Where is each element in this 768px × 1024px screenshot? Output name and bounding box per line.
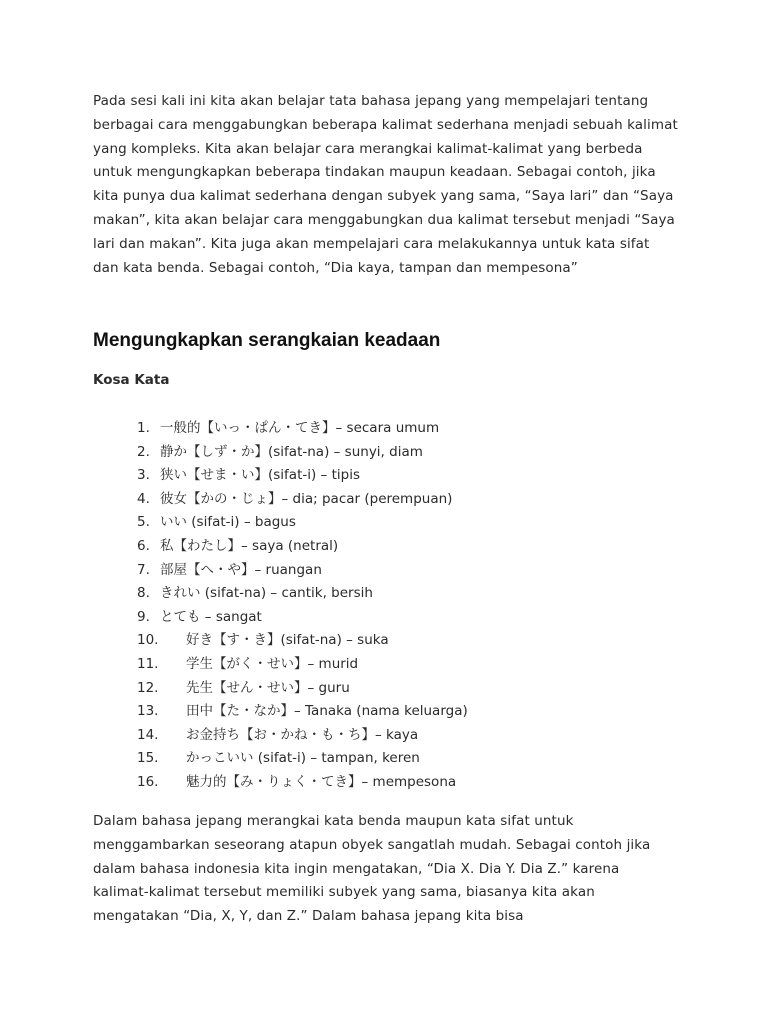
- vocab-number: 9.: [137, 608, 150, 625]
- vocab-item: [93, 700, 653, 724]
- vocab-item: [93, 511, 653, 535]
- vocab-item: [93, 653, 653, 677]
- vocab-number: 5.: [137, 514, 150, 531]
- vocab-number: 8.: [137, 585, 150, 602]
- vocabulary-list: [93, 417, 653, 795]
- vocab-entry: 田中【た・なか】– Tanaka (nama keluarga): [186, 703, 468, 720]
- vocab-entry: お金持ち【お・かね・も・ち】– kaya: [186, 726, 419, 743]
- intro-paragraph: Pada sesi kali ini kita akan belajar tata bahasa jepang yang mempelajari tentang berbagai cara menggabungkan beberapa kalimat sederhana menjadi sebuah kalimat yang kompleks. Kita akan belajar cara merangkai kalimat-kalimat yang berbeda untuk mengungkapkan beberapa tindakan maupun keadaan. Sebagai contoh, jika kita punya dua kalimat sederhana dengan subyek yang sama, “Saya lari” dan “Saya makan”, kita akan belajar cara menggabungkan dua kalimat tersebut menjadi “Saya lari dan makan”. Kita juga akan mempelajari cara melakukannya untuk kata sifat dan kata benda. Sebagai contoh, “Dia kaya, tampan dan mempesona”: [93, 93, 678, 276]
- vocab-number: 4.: [137, 490, 150, 507]
- vocab-item: [93, 417, 653, 441]
- vocab-entry: 一般的【いっ・ぱん・てき】– secara umum: [160, 420, 440, 436]
- vocab-entry: かっこいい (sifat-i) – tampan, keren: [186, 750, 420, 767]
- vocab-entry: きれい (sifat-na) – cantik, bersih: [160, 585, 373, 602]
- vocab-entry: 狭い【せま・い】(sifat-i) – tipis: [160, 467, 360, 484]
- vocab-entry: いい (sifat-i) – bagus: [160, 514, 296, 531]
- vocab-entry: 部屋【へ・や】– ruangan: [160, 561, 322, 578]
- vocab-item: [93, 747, 653, 771]
- vocab-number: 10.: [137, 632, 159, 649]
- vocab-number: 1.: [137, 420, 150, 436]
- vocab-item: [93, 582, 653, 606]
- vocab-item: [93, 629, 653, 653]
- vocab-number: 11.: [137, 655, 159, 672]
- vocab-number: 2.: [137, 443, 150, 460]
- document-page: [93, 90, 678, 925]
- vocab-entry: 好き【す・き】(sifat-na) – suka: [186, 632, 389, 649]
- vocab-item: [93, 441, 653, 465]
- vocab-item: [93, 488, 653, 512]
- vocab-number: 14.: [137, 726, 159, 743]
- vocab-item: [93, 559, 653, 583]
- vocab-number: 12.: [137, 679, 159, 696]
- section-heading: Mengungkapkan serangkaian keadaan: [93, 330, 441, 351]
- vocab-number: 15.: [137, 750, 159, 767]
- vocab-number: 6.: [137, 537, 150, 554]
- vocab-entry: 静か【しず・か】(sifat-na) – sunyi, diam: [160, 443, 423, 460]
- vocab-number: 16.: [137, 773, 159, 790]
- vocab-item: [93, 464, 653, 488]
- vocab-entry: 魅力的【み・りょく・てき】– mempesona: [186, 773, 457, 790]
- vocab-number: 13.: [137, 703, 159, 720]
- vocab-entry: とても – sangat: [160, 608, 262, 625]
- vocab-item: [93, 535, 653, 559]
- vocab-item: [93, 771, 653, 795]
- vocab-entry: 彼女【かの・じょ】– dia; pacar (perempuan): [160, 490, 453, 507]
- vocab-item: [93, 677, 653, 701]
- vocab-entry: 私【わたし】– saya (netral): [160, 537, 339, 554]
- vocab-entry: 学生【がく・せい】– murid: [186, 655, 359, 672]
- vocab-item: [93, 606, 653, 630]
- vocab-item: [93, 724, 653, 748]
- vocab-entry: 先生【せん・せい】– guru: [186, 679, 350, 696]
- vocab-number: 7.: [137, 561, 150, 578]
- closing-paragraph: Dalam bahasa jepang merangkai kata benda maupun kata sifat untuk menggambarkan seseorang atapun obyek sangatlah mudah. Sebagai contoh jika dalam bahasa indonesia kita ingin mengatakan, “Dia X. Dia Y. Dia Z.” karena kalimat-kalimat tersebut memiliki subyek yang sama, biasanya kita akan mengatakan “Dia, X, Y, dan Z.” Dalam bahasa jepang kita bisa: [93, 813, 651, 925]
- vocabulary-subheading: Kosa Kata: [93, 372, 170, 388]
- vocab-number: 3.: [137, 467, 150, 484]
